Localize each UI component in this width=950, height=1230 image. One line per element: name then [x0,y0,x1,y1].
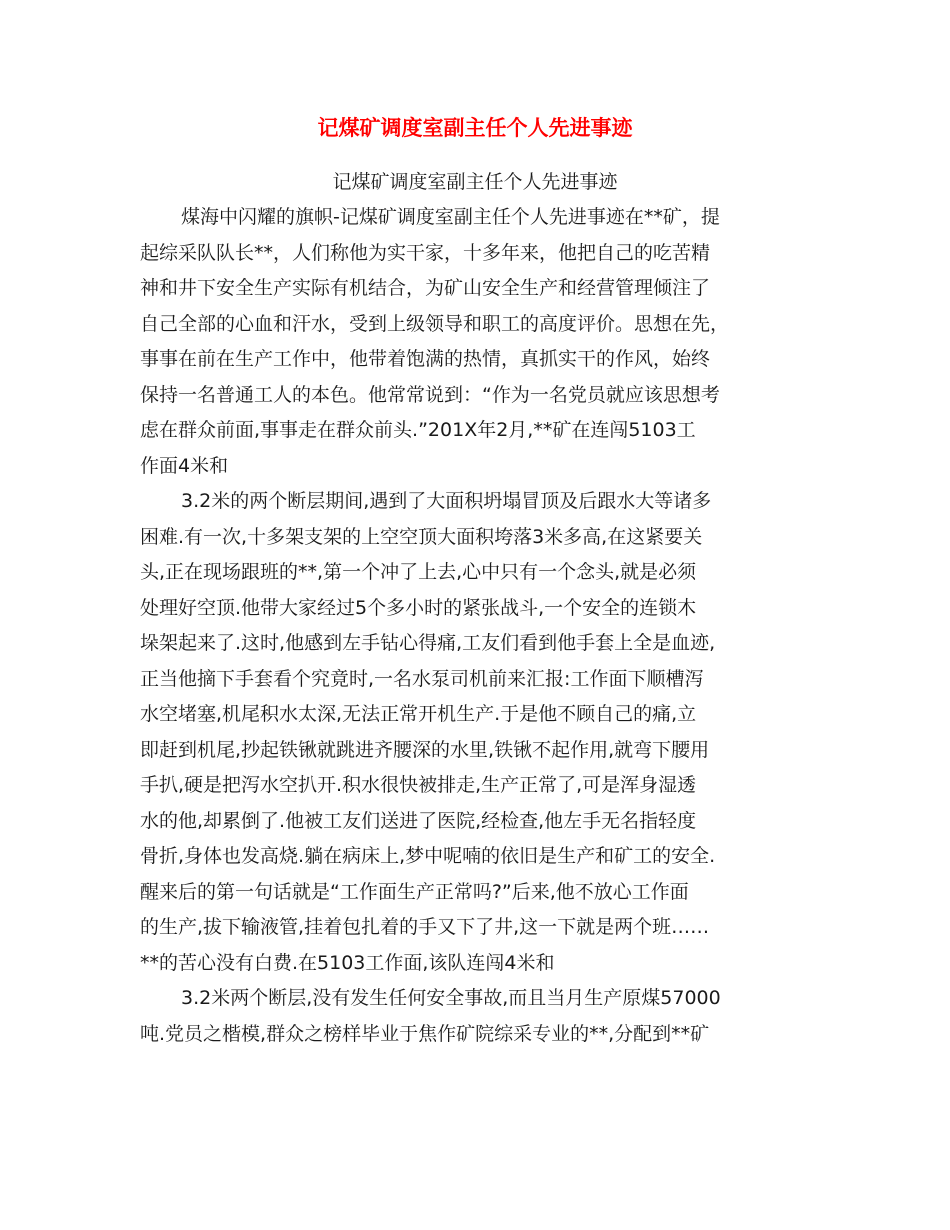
body-line: 即赶到机尾,抄起铁锹就跳进齐腰深的水里,铁锹不起作用,就弯下腰用 [140,738,710,761]
body-line: 垛架起来了.这时,他感到左手钻心得痛,工友们看到他手套上全是血迹, [140,632,716,654]
body-line: 3.2米两个断层,没有发生任何安全事故,而且当月生产原煤57000 [181,987,721,1009]
body-line: 作面4米和 [140,454,229,477]
document-body [140,200,810,1052]
body-line: 3.2米的两个断层期间,遇到了大面积坍塌冒顶及后跟水大等诸多 [181,490,712,512]
body-line: 手扒,硬是把泻水空扒开.积水很快被排走,生产正常了,可是浑身湿透 [140,774,697,796]
body-line: **的苦心没有白费.在5103工作面,该队连闯4米和 [140,951,555,974]
body-line: 水空堵塞,机尾积水太深,无法正常开机生产.于是他不顾自己的痛,立 [140,703,697,725]
body-line: 事事在前在生产工作中，他带着饱满的热情，真抓实干的作风，始终 [140,348,711,370]
body-line: 正当他摘下手套看个究竟时,一名水泵司机前来汇报:工作面下顺槽泻 [140,667,704,690]
body-line: 醒来后的第一句话就是“工作面生产正常吗?”后来,他不放心工作面 [140,880,689,903]
body-line: 吨.党员之楷模,群众之榜样毕业于焦作矿院综采专业的**,分配到**矿 [140,1022,710,1045]
body-line: 的生产,拔下输液管,挂着包扎着的手又下了井,这一下就是两个班…… [140,916,710,938]
body-line: 处理好空顶.他带大家经过5个多小时的紧张战斗,一个安全的连锁木 [140,596,697,619]
body-line: 头,正在现场跟班的**,第一个冲了上去,心中只有一个念头,就是必须 [140,561,697,583]
body-line: 煤海中闪耀的旗帜-记煤矿调度室副主任个人先进事迹在**矿，提 [181,206,720,228]
body-line: 自己全部的心血和汗水，受到上级领导和职工的高度评价。思想在先， [140,312,730,335]
body-line: 虑在群众前面,事事走在群众前头.”201X年2月,**矿在连闯5103工 [140,419,696,441]
body-line: 困难.有一次,十多架支架的上空空顶大面积垮落3米多高,在这紧要关 [140,525,703,548]
document-subtitle: 记煤矿调度室副主任个人先进事迹 [332,171,618,193]
body-line: 骨折,身体也发高烧.躺在病床上,梦中呢喃的依旧是生产和矿工的安全. [140,845,716,867]
body-line: 保持一名普通工人的本色。他常常说到：“作为一名党员就应该思想考 [140,383,720,406]
body-line: 神和井下安全生产实际有机结合，为矿山安全生产和经营管理倾注了 [140,277,711,299]
document-title: 记煤矿调度室副主任个人先进事迹 [317,115,633,140]
body-line: 水的他,却累倒了.他被工友们送进了医院,经检查,他左手无名指轻度 [140,809,697,832]
body-line: 起综采队队长**，人们称他为实干家，十多年来，他把自己的吃苦精 [140,241,711,264]
